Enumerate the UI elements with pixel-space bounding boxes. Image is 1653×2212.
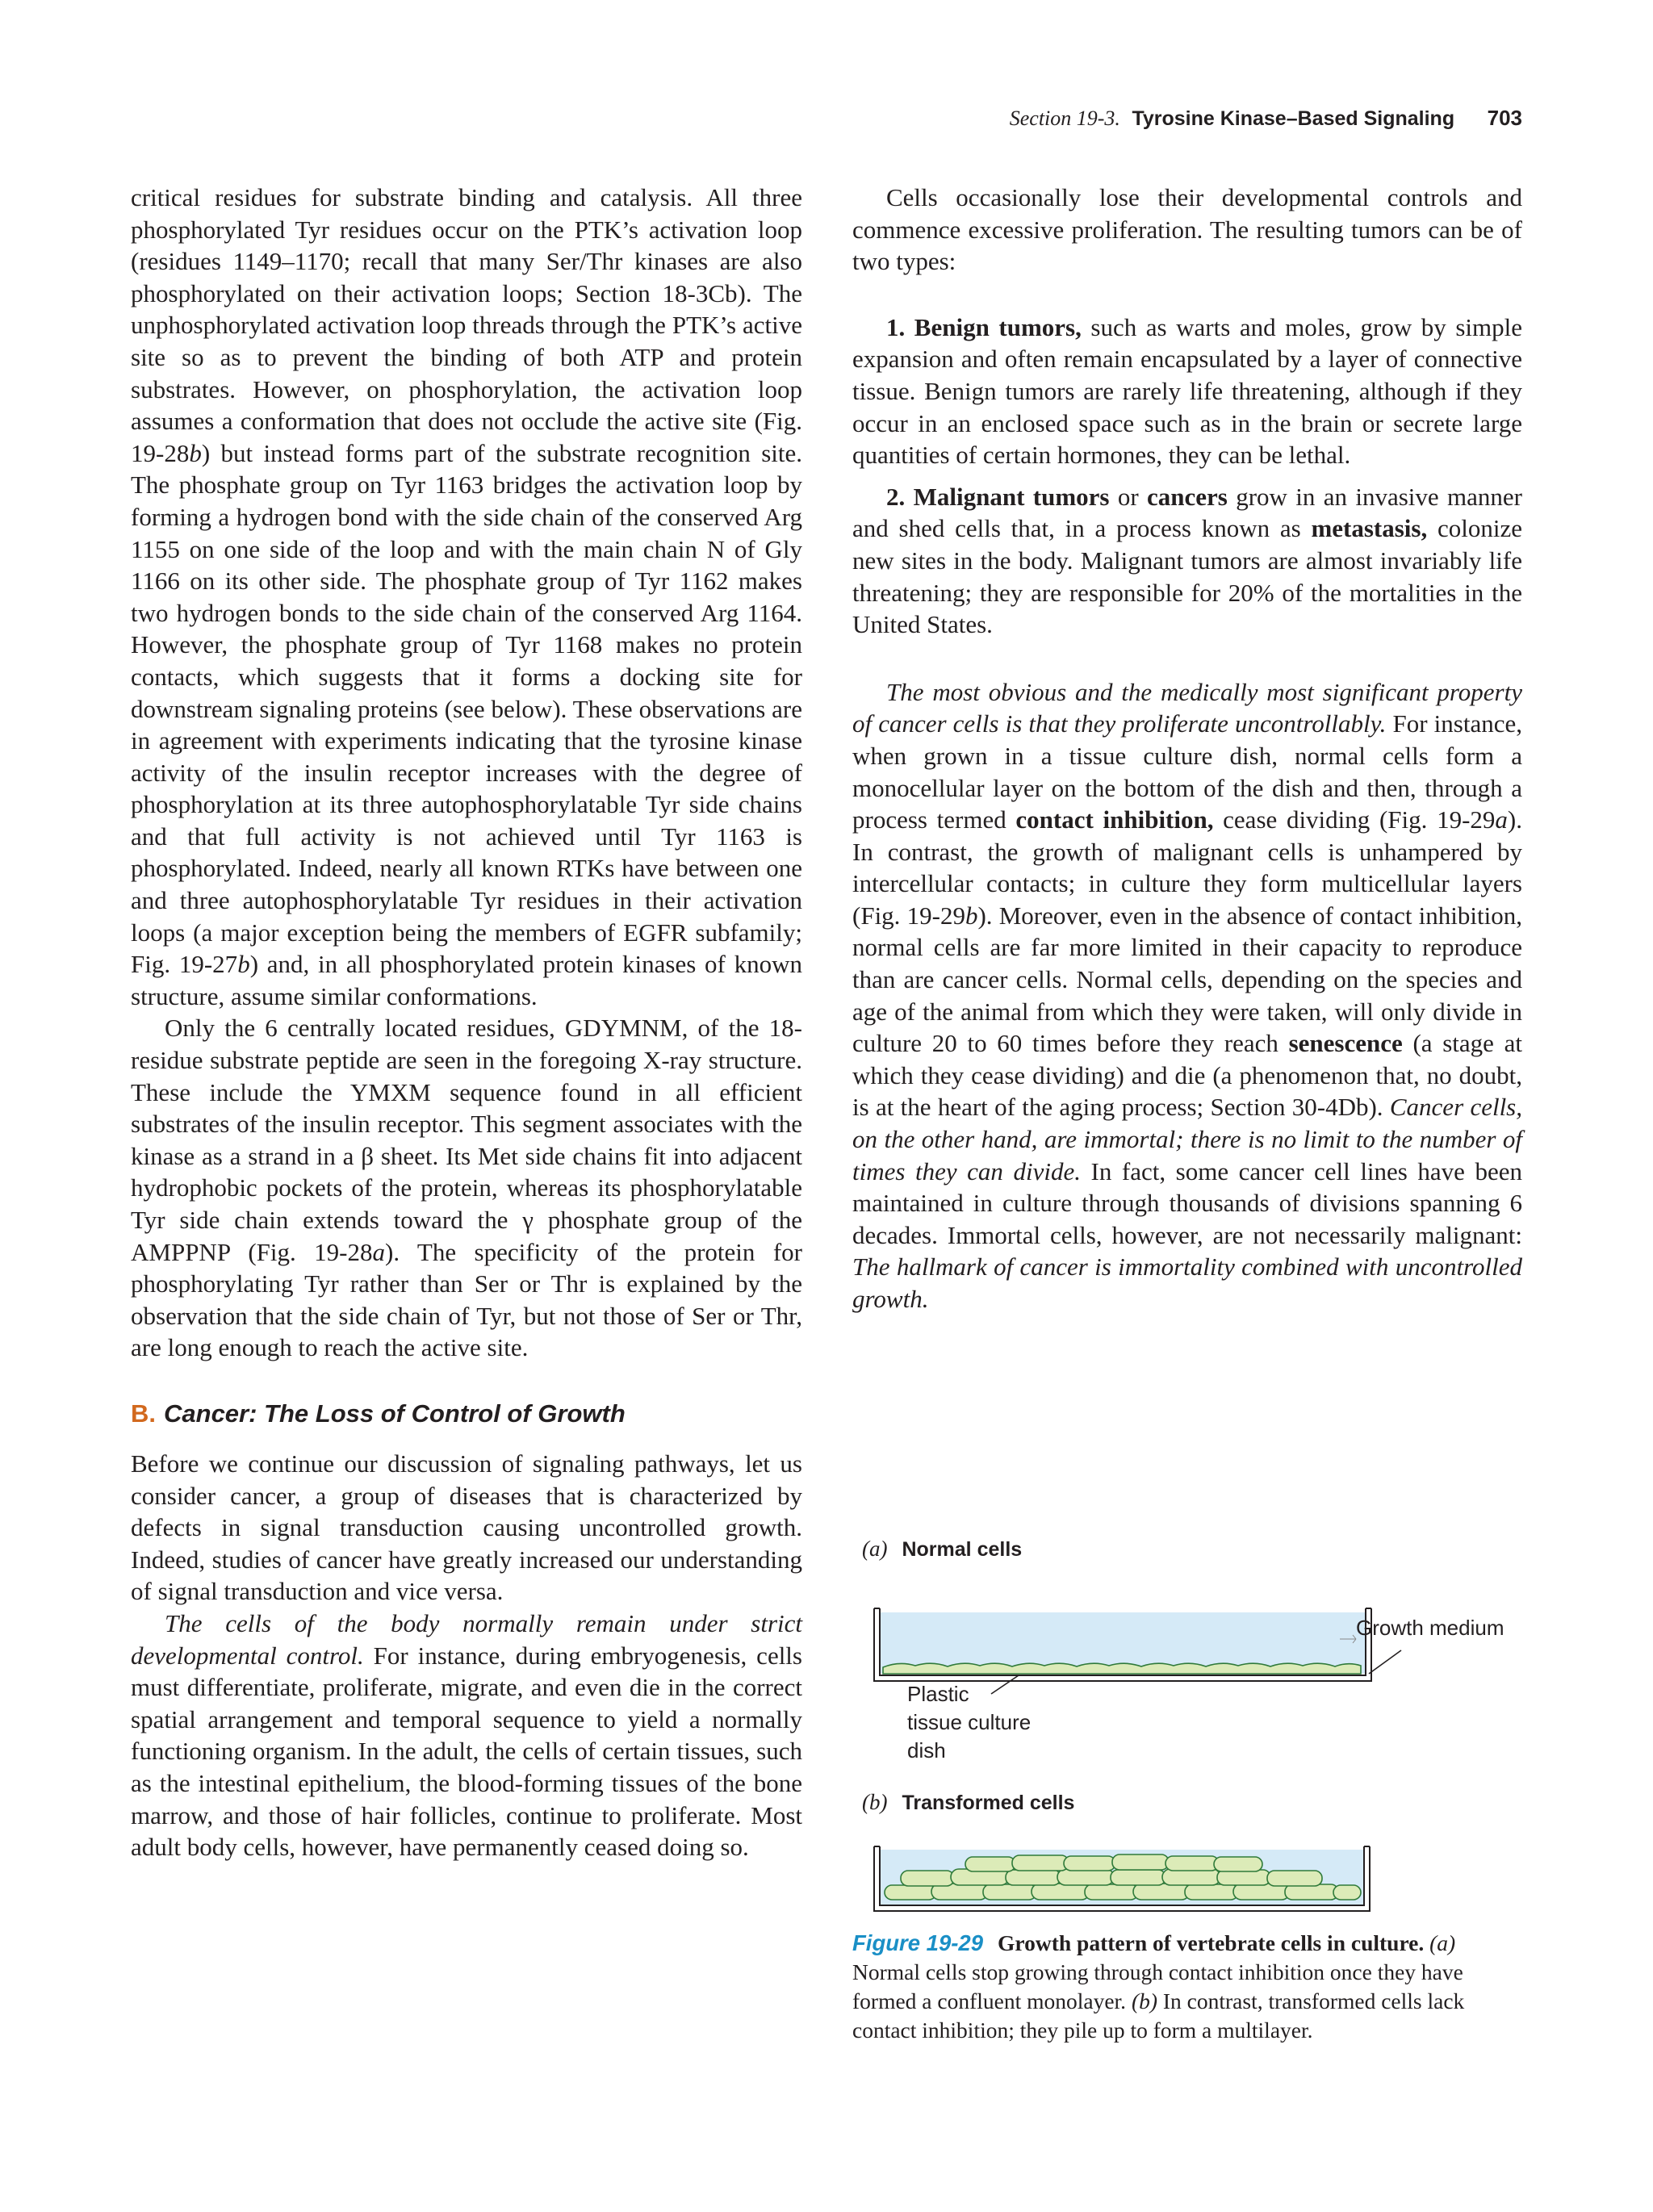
panel-a-label: (a) Normal cells [862, 1537, 1023, 1561]
running-head-section: Section 19-3. [1009, 107, 1120, 130]
paragraph: Before we continue our discussion of signaling pathways, let us consider cancer, a group of diseases that is characterized by defects in signal transduction causing uncontrolled growth. Indeed, studies of cancer have greatly increased our understanding of signal transduction and vice versa. [131, 1449, 802, 1606]
running-head-chapter: Tyrosine Kinase–Based Signaling [1132, 107, 1455, 130]
cell-monolayer [883, 1663, 1361, 1674]
dish-label: Plastic tissue culture dish [907, 1682, 1032, 1762]
left-column [131, 182, 802, 1863]
list-item-malignant: 2. Malignant tumors or cancers grow in an invasive manner and shed cells that, in a process known as metastasis, colonize new sites in the body. Malignant tumors are almost invariably life threatening; they are responsible for 20% of the mortalities in the United States. [852, 482, 1522, 639]
panel-b-label: (b) Transformed cells [862, 1790, 1075, 1814]
paragraph: The cells of the body normally remain under strict developmental control. For instance, during embryogenesis, cells must differentiate, proliferate, migrate, and even die in the correct spatial arrangement and temporal sequence to yield a normally functioning organism. In the adult, the cells of certain tissues, such as the intestinal epithelium, the blood-forming tissues of the bone marrow, and those of hair follicles, continue to proliferate. Most adult body cells, however, have permanently ceased doing so. [131, 1608, 802, 1862]
figure-19-29 [852, 1524, 1530, 1927]
running-head [1010, 100, 1522, 136]
page-number: 703 [1487, 106, 1522, 130]
figure-number: Figure 19-29 [852, 1930, 984, 1955]
list-item-benign: 1. Benign tumors, such as warts and moles, grow by simple expansion and often remain encapsulated by a layer of connective tissue. Benign tumors are rarely life threatening, although if they occur in an enclosed space such as in the brain or secrete large quantities of certain hormones, they can be lethal. [852, 312, 1522, 470]
paragraph: Only the 6 centrally located residues, GDYMNM, of the 18-residue substrate peptide are seen in the foregoing X-ray structure. These include the YMXM sequence found in all efficient substrates of the insulin receptor. This segment associates with the kinase as a strand in a β sheet. Its Met side chains fit into adjacent hydrophobic pockets of the protein, whereas its phosphorylatable Tyr side chain extends toward the γ phosphate group of the AMPPNP (Fig. 19-28a). The specificity of the protein for phosphorylating Tyr rather than Ser or Thr is explained by the observation that the side chain of Tyr, but not those of Ser or Thr, are long enough to reach the active site. [131, 1014, 802, 1362]
growth-medium-label: Growth medium [1356, 1616, 1504, 1640]
section-title: Cancer: The Loss of Control of Growth [164, 1399, 626, 1428]
section-heading [131, 1398, 802, 1430]
right-column [852, 182, 1522, 1315]
transformed-cells-dish [874, 1846, 1370, 1911]
paragraph: Cells occasionally lose their developmental controls and commence excessive proliferation. The resulting tumors can be of two types: [852, 183, 1522, 276]
figure-title: Growth pattern of vertebrate cells in culture. [998, 1930, 1425, 1955]
paragraph: The most obvious and the medically most significant property of cancer cells is that they proliferate uncontrollably. For instance, when grown in a tissue culture dish, normal cells form a monocellular layer on the bottom of the dish and then, through a process termed contact inhibition, cease dividing (Fig. 19-29a). In contrast, the growth of malignant cells is unhampered by intercellular contacts; in culture they form multicellular layers (Fig. 19-29b). Moreover, even in the absence of contact inhibition, normal cells are far more limited in their capacity to reproduce than are cancer cells. Normal cells, depending on the species and age of the animal from which they were taken, will only divide in culture 20 to 60 times before they reach senescence (a stage at which they cease dividing) and die (a phenomenon that, no doubt, is at the heart of the aging process; Section 30-4Db). Cancer cells, on the other hand, are immortal; there is no limit to the number of times they can divide. In fact, some cancer cell lines have been maintained in culture through thousands of divisions spanning 6 decades. Immortal cells, however, are not necessarily malignant: The hallmark of cancer is immortality combined with uncontrolled growth. [852, 677, 1522, 1313]
section-letter: B. [131, 1399, 156, 1428]
figure-caption: Figure 19-29 Growth pattern of vertebrate cells in culture. (a) Normal cells stop growing through contact inhibition once they have formed a confluent monolayer. (b) In contrast, transformed cells lack contact inhibition; they pile up to form a multilayer. [852, 1930, 1465, 2043]
growth-medium-leader [1369, 1650, 1401, 1674]
paragraph: critical residues for substrate binding and catalysis. All three phosphorylated Tyr residues occur on the PTK’s activation loop (residues 1149–1170; recall that many Ser/Thr kinases are also phosphorylated on their activation loops; Section 18-3Cb). The unphosphorylated activation loop threads through the PTK’s active site so as to prevent the binding of both ATP and protein substrates. However, on phosphorylation, the activation loop assumes a conformation that does not occlude the active site (Fig. 19-28b) but instead forms part of the substrate recognition site. The phosphate group on Tyr 1163 bridges the activation loop by forming a hydrogen bond with the side chain of the conserved Arg 1155 on one side of the loop and with the main chain N of Gly 1166 on its other side. The phosphate group of Tyr 1162 makes two hydrogen bonds to the side chain of the conserved Arg 1164. However, the phosphate group of Tyr 1168 makes no protein contacts, which suggests that it forms a docking site for downstream signaling proteins (see below). These observations are in agreement with experiments indicating that the tyrosine kinase activity of the insulin receptor increases with the degree of phosphorylation at its three autophosphorylatable Tyr side chains and that full activity is not achieved until Tyr 1163 is phosphorylated. Indeed, nearly all known RTKs have between one and three autophosphorylatable Tyr residues in their activation loops (a major exception being the members of EGFR subfamily; Fig. 19-27b) and, in all phosphorylated protein kinases of known structure, assume similar conformations. [131, 183, 802, 1010]
